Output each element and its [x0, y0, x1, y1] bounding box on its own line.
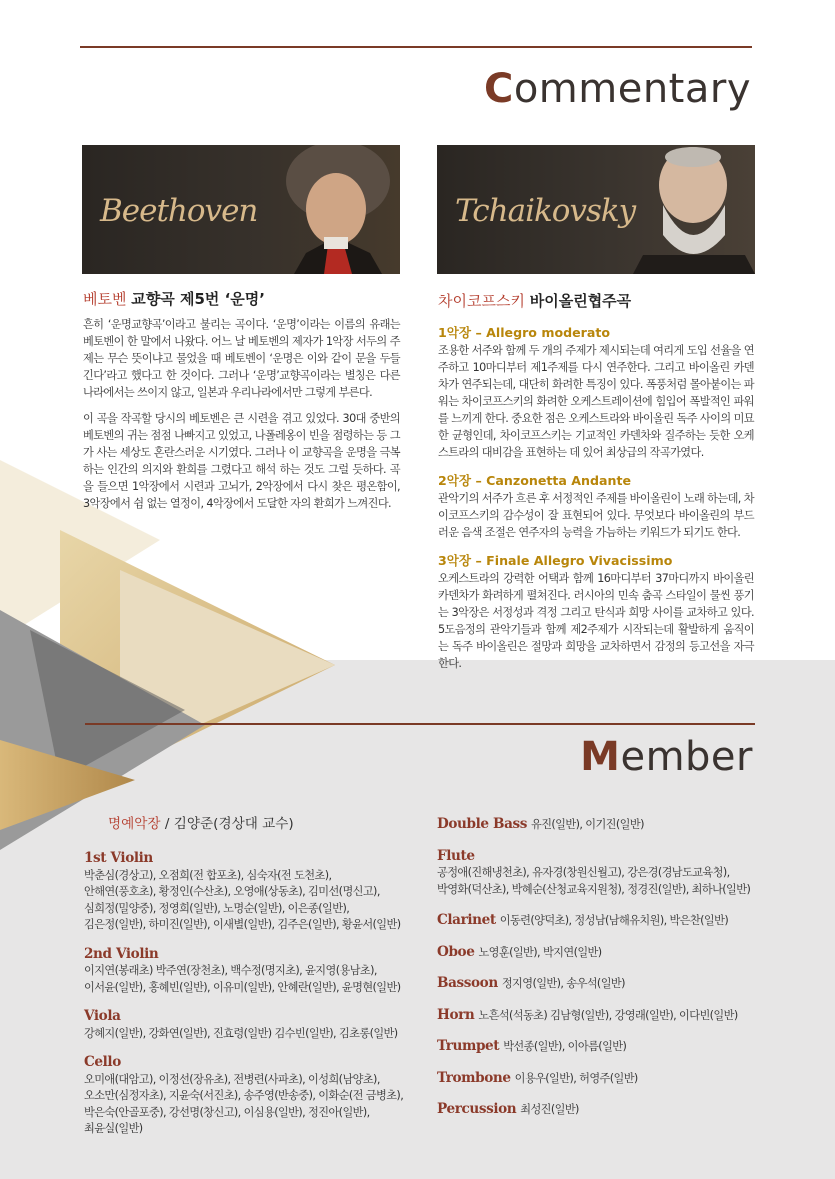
- tchaikovsky-banner: [437, 145, 755, 274]
- tchaikovsky-piece-title: 차이코프스키 바이올린협주곡: [438, 292, 632, 310]
- section-horn: Horn 노흔석(석동초) 김남형(일반), 강영래(일반), 이다빈(일반): [437, 1006, 738, 1023]
- section-viola: Viola 강혜지(일반), 강화연(일반), 진효령(일반) 김수빈(일반), 김초롱(일반): [84, 1008, 398, 1040]
- tchaikovsky-commentary-body: [438, 318, 754, 681]
- member-title: Member: [580, 734, 753, 780]
- commentary-top-rule: [80, 46, 752, 48]
- commentary-title: Commentary: [483, 66, 751, 112]
- section-clarinet: Clarinet 이동련(양덕초), 정성남(남해유치원), 박은찬(일반): [437, 912, 729, 928]
- tchaikovsky-portrait-icon: [633, 145, 755, 274]
- beethoven-commentary-body: [83, 316, 400, 521]
- beethoven-paragraph: 흔히 ‘운명교향곡’이라고 불리는 곡이다. ‘운명’이라는 이름의 유래는 베토벤이 한 말에서 나왔다. 어느 날 베토벤의 제자가 1악장 서두의 주제는 무슨 뜻이냐고 물었을 때 베토벤이 ‘운명은 이와 같이 문을 두들긴다’라고 했다고 한 것이다. 그러나 ‘운명’교향곡이라는 별칭은 다른 나라에서는 쓰이지 않고, 일본과 우리나라에서만 그렇게 부른다.: [83, 318, 400, 399]
- section-double-bass: Double Bass 유진(일반), 이기진(일반): [437, 816, 644, 832]
- section-oboe: Oboe 노영훈(일반), 박지연(일반): [437, 943, 602, 960]
- section-second-violin: 2nd Violin 이지연(봉래초) 박주연(장천초), 백수정(명지초), 윤지영(용남초), 이서윤(일반), 홍혜빈(일반), 이유미(일반), 안혜란(일반), 윤명현(일반): [84, 945, 401, 994]
- member-left-column: [84, 850, 419, 1138]
- movement-heading: 2악장 – Canzonetta Andante: [438, 473, 632, 488]
- member-right-column: [437, 816, 757, 1119]
- section-bassoon: Bassoon 정지영(일반), 송우석(일반): [437, 975, 625, 991]
- section-cello: Cello 오미애(대암고), 이정선(장유초), 전병련(사파초), 이성희(남양초), 오소만(심정자초), 지윤숙(서진초), 송주영(반송중), 이화순(전 금병초), 박은숙(안골포중), 강선명(창신고), 이심용(일반), 정진아(일반), 최윤실(일반): [84, 1054, 404, 1135]
- beethoven-piece-title: 베토벤 교향곡 제5번 ‘운명’: [83, 290, 265, 308]
- tchaikovsky-banner-name: Tchaikovsky: [455, 193, 636, 229]
- section-first-violin: 1st Violin 박춘심(경상고), 오점희(전 합포초), 심숙자(전 도천초), 안해연(풍호초), 황정인(수산초), 오영애(상동초), 김미선(명신고), 심희정(밀양중), 정영희(일반), 노명순(일반), 이은종(일반), 김은정(일반), 하미진(일반), 이새별(일반), 김주은(일반), 황윤서(일반): [84, 850, 401, 931]
- beethoven-portrait-icon: [272, 145, 400, 274]
- beethoven-banner: [82, 145, 400, 274]
- beethoven-banner-name: Beethoven: [100, 193, 258, 229]
- movement-text: 조용한 서주와 함께 두 개의 주제가 제시되는데 여리게 도입 선율을 연주하고 10마디부터 제1주제를 다시 연주한다. 그리고 바이올린 카덴차가 연주되는데, 대단히 화려한 특징이 있다. 폭풍처럼 몰아붙이는 파워는 차이코프스키의 화려한 오케스트레이션에 힘입어 폭발적인 파워를 느끼게 한다. 중요한 점은 오케스트라와 바이올린 독주 사이의 미묘한 균형인데, 차이코프스키는 기교적인 카덴차와 질주하는 듯한 오케스트라의 대비감을 표현하는 데 있어 최상급의 작곡가였다.: [438, 344, 754, 459]
- honorary-concertmaster: 명예악장 / 김양준(경상대 교수): [108, 816, 294, 832]
- section-flute: Flute 공정애(진해냉천초), 유자경(창원신월고), 강은경(경남도교육청), 박영화(덕산초), 박혜순(산청교육지원청), 정경진(일반), 최하나(일반): [437, 847, 751, 896]
- movement-heading: 3악장 – Finale Allegro Vivacissimo: [438, 553, 673, 568]
- movement-text: 관악기의 서주가 흐른 후 서정적인 주제를 바이올린이 노래 하는데, 차이코프스키의 감수성이 잘 표현되어 있다. 무엇보다 바이올린의 부드러운 음색 조절은 연주자의 능력을 가늠하는 키워드가 되기도 한다.: [438, 492, 754, 539]
- member-top-rule: [85, 723, 755, 725]
- section-percussion: Percussion 최성진(일반): [437, 1101, 579, 1117]
- section-trumpet: Trumpet 박선종(일반), 이아름(일반): [437, 1038, 627, 1054]
- section-trombone: Trombone 이용우(일반), 허영주(일반): [437, 1069, 638, 1086]
- movement-text: 오케스트라의 강력한 어택과 함께 16마디부터 37마디까지 바이올린 카덴차가 화려하게 펼쳐진다. 러시아의 민속 춤곡 스타일이 물씬 풍기는 3악장은 서정성과 격정 그리고 탄식과 희망 사이를 교차하고 있다. 5도음정의 관악기들과 함께 제2주제가 시작되는데 활발하게 움직이는 독주 바이올린은 절망과 희망을 교차하면서 감정의 등고선을 자극한다.: [438, 572, 754, 670]
- movement-heading: 1악장 – Allegro moderato: [438, 325, 611, 340]
- beethoven-paragraph: 이 곡을 작곡할 당시의 베토벤은 큰 시련을 겪고 있었다. 30대 중반의 베토벤의 귀는 점점 나빠지고 있었고, 나폴레옹이 빈을 점령하는 등 그가 사는 세상도 혼란스러운 시기였다. 그러나 이 교향곡을 운명을 극복하는 인간의 의지와 환희를 그렸다고 해석 하는 것도 그럴 듯하다. 곡을 들으면 1악장에서 시련과 고뇌가, 2악장에서 다시 찾은 평온함이, 3악장에서 쉼 없는 열정이, 4악장에서 도달한 자의 환희가 느껴진다.: [83, 412, 400, 510]
